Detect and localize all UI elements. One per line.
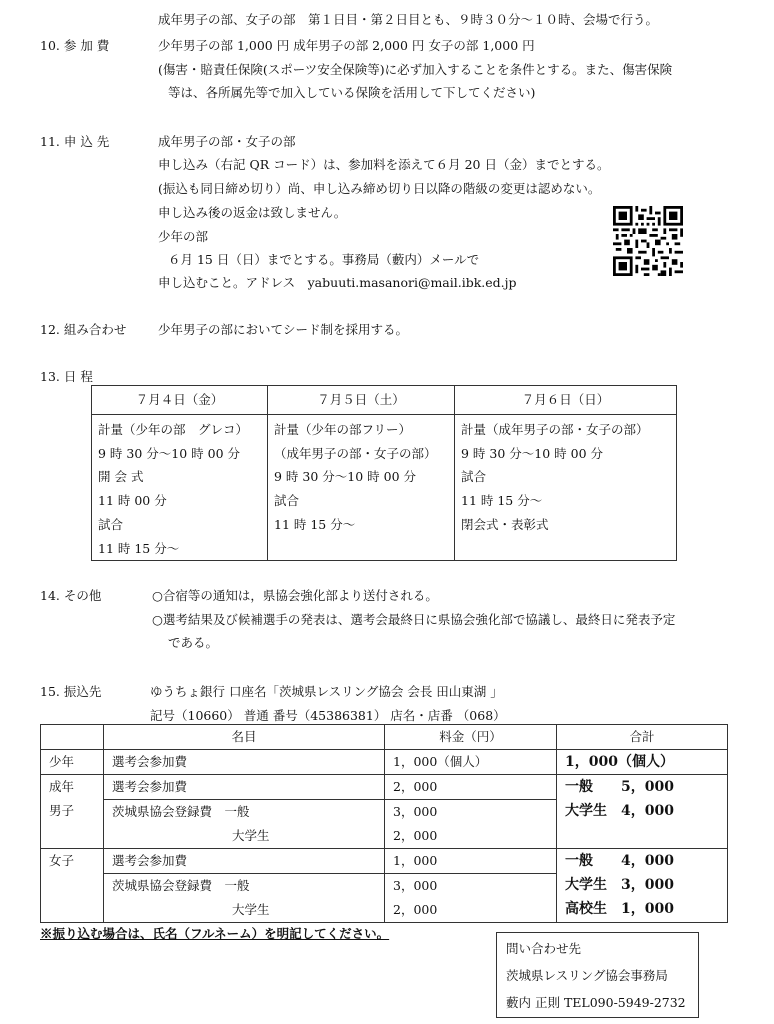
- day-1-header: ７月４日（金）: [92, 386, 268, 415]
- selection-notice: ○選考結果及び候補選手の発表は、選考会最終日に県協会強化部で協議し、最終日に発表予定: [152, 612, 676, 627]
- section-15-label: 15. 振込先: [40, 684, 102, 699]
- day-3-line: 試合: [461, 469, 487, 485]
- apply-line-6: ６月 15 日（日）までとする。事務局（藪内）メールで: [168, 252, 480, 267]
- day-3-line: 閉会式・表彰式: [461, 516, 549, 532]
- adult-label-line: 成年: [49, 779, 75, 794]
- fee-table: [40, 724, 728, 923]
- women-fee-student: 2，000: [393, 902, 438, 917]
- header-fee: 料金（円）: [385, 725, 557, 750]
- day-3-line: 計量（成年男子の部・女子の部）: [461, 422, 649, 437]
- women-item-1: 選考会参加費: [104, 849, 385, 874]
- apply-line-1: 成年男子の部・女子の部: [158, 134, 296, 149]
- day-2-line: 9 時 30 分～10 時 00 分: [274, 469, 417, 485]
- youth-fee: 1，000（個人）: [385, 750, 557, 775]
- day-3-header: ７月６日（日）: [455, 386, 677, 415]
- adult-label-line: 男子: [49, 803, 75, 818]
- adult-fee-2: [385, 800, 557, 849]
- day-2-line: （成年男子の部・女子の部）: [274, 445, 437, 461]
- day-2-cell: [268, 415, 455, 561]
- women-fee-general: 3，000: [393, 878, 438, 893]
- inquiry-title: 問い合わせ先: [506, 941, 582, 956]
- section-13-label: 13. 日 程: [40, 369, 93, 384]
- women-total: [557, 849, 728, 923]
- adult-fee-general: 3，000: [393, 804, 438, 819]
- section-14-label: 14. その他: [40, 588, 102, 603]
- day-1-line: 11 時 00 分: [98, 493, 167, 509]
- adult-reg-student: 大学生: [232, 828, 270, 843]
- fee-header-blank: [41, 725, 104, 750]
- day-1-line: 11 時 15 分～: [98, 540, 180, 556]
- women-reg-student: 大学生: [232, 902, 270, 917]
- day-1-line: 試合: [98, 516, 124, 532]
- apply-line-3: (振込も同日締め切り）尚、申し込み締め切り日以降の階級の変更は認めない。: [158, 181, 601, 196]
- apply-line-4: 申し込み後の返金は致しません。: [158, 205, 347, 220]
- seeding-note: 少年男子の部においてシード制を採用する。: [158, 322, 409, 337]
- section-12-label: 12. 組み合わせ: [40, 322, 127, 337]
- day-1-cell: [92, 415, 268, 561]
- day-2-line: 11 時 15 分～: [274, 516, 356, 532]
- header-total: 合計: [557, 725, 728, 750]
- women-total-line: 高校生 1，000: [565, 901, 674, 917]
- adult-total-line: 一般 5，000: [565, 779, 674, 795]
- apply-line-5: 少年の部: [158, 229, 209, 244]
- day-2-header: ７月５日（土）: [268, 386, 455, 415]
- women-fee-1: 1，000: [385, 849, 557, 874]
- day-3-cell: [455, 415, 677, 561]
- bank-account-number: 記号（10660） 普通 番号（45386381） 店名・店番 （068）: [150, 708, 506, 723]
- women-reg-general: 茨城県協会登録費 一般: [112, 878, 250, 893]
- day-1-line: 開 会 式: [98, 469, 144, 485]
- qr-code-icon[interactable]: [613, 206, 683, 276]
- schedule-note-line: 成年男子の部、女子の部 第１日目・第２日目とも、９時３０分～１０時、会場で行う。: [158, 12, 659, 27]
- adult-men-label: [41, 775, 104, 849]
- women-total-line: 一般 4，000: [565, 853, 674, 869]
- women-label: 女子: [41, 849, 104, 923]
- fee-summary: 少年男子の部 1,000 円 成年男子の部 2,000 円 女子の部 1,000 円: [158, 38, 535, 53]
- youth-item: 選考会参加費: [104, 750, 385, 775]
- apply-line-2: 申し込み（右記 QR コード）は、参加料を添えて６月 20 日（金）までとする。: [158, 157, 610, 172]
- section-11-label: 11. 申 込 先: [40, 134, 110, 149]
- women-total-line: 大学生 3，000: [565, 877, 674, 893]
- adult-fee-student: 2，000: [393, 828, 438, 843]
- apply-line-7: 申し込むこと。アドレス yabuuti.masanori@mail.ibk.ed.jp: [158, 275, 517, 290]
- day-3-line: 11 時 15 分～: [461, 493, 543, 509]
- day-2-line: 計量（少年の部フリー）: [274, 422, 412, 437]
- adult-total-line: 大学生 4，000: [565, 803, 674, 819]
- adult-fee-1: 2，000: [385, 775, 557, 800]
- schedule-table: [91, 385, 677, 561]
- inquiry-box: [496, 932, 699, 1018]
- women-fee-2: [385, 874, 557, 923]
- adult-item-1: 選考会参加費: [104, 775, 385, 800]
- youth-label: 少年: [41, 750, 104, 775]
- section-10-label: 10. 参 加 費: [40, 38, 110, 53]
- day-1-line: 計量（少年の部 グレコ）: [98, 422, 249, 437]
- insurance-note-cont: 等は、各所属先等で加入している保険を活用して下してください): [168, 85, 536, 100]
- bank-account-name: ゆうちょ銀行 口座名「茨城県レスリング協会 会長 田山東湖 」: [150, 684, 503, 699]
- insurance-note: (傷害・賠責任保険(スポーツ安全保険等)に必ず加入することを条件とする。また、傷害保険: [158, 62, 673, 77]
- youth-total: 1，000（個人）: [557, 750, 728, 775]
- adult-total: [557, 775, 728, 849]
- day-3-line: 9 時 30 分～10 時 00 分: [461, 445, 604, 461]
- camp-notice: ○合宿等の通知は，県協会強化部より送付される。: [152, 588, 438, 603]
- inquiry-org: 茨城県レスリング協会事務局: [506, 968, 668, 983]
- inquiry-contact: 藪内 正則 TEL090-5949-2732: [506, 995, 686, 1010]
- selection-notice-cont: である。: [168, 635, 219, 650]
- header-item: 名目: [104, 725, 385, 750]
- adult-reg-general: 茨城県協会登録費 一般: [112, 804, 250, 819]
- day-2-line: 試合: [274, 493, 300, 509]
- transfer-name-note: ※振り込む場合は、氏名（フルネーム）を明記してください。: [40, 926, 390, 941]
- adult-item-2: [104, 800, 385, 849]
- women-item-2: [104, 874, 385, 923]
- day-1-line: 9 時 30 分～10 時 00 分: [98, 445, 241, 461]
